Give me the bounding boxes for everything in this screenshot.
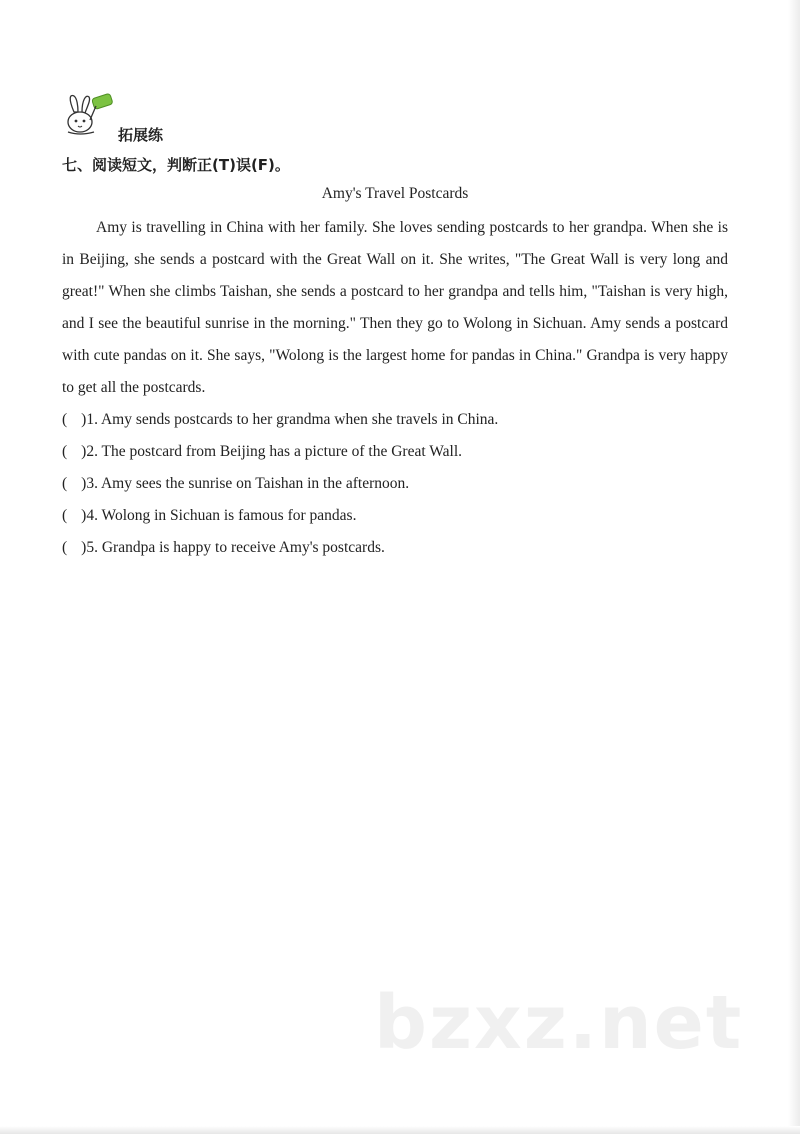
page-edge-shadow-bottom	[0, 1126, 800, 1134]
reading-passage: Amy is travelling in China with her family. She loves sending postcards to her grandpa. When she is in Beijing, she sends a postcard with the Great Wall on it. She writes, "The Great Wall is very long and great!" When she climbs Taishan, she sends a postcard to her grandpa and tells him, "Taishan is very high, and I see the beautiful sunrise in the morning." Then they go to Wolong in Sichuan. Amy sends a postcard with cute pandas on it. She says, "Wolong is the largest home for pandas in China." Grandpa is very happy to get all the postcards.	[62, 219, 728, 396]
question-item	[62, 468, 728, 500]
page-edge-shadow-right	[788, 0, 800, 1134]
rabbit-mascot-icon	[60, 92, 116, 136]
answer-blank[interactable]	[67, 404, 81, 436]
question-paren: (	[62, 443, 68, 460]
section-tag: 拓展练	[118, 126, 164, 144]
question-text: )5. Grandpa is happy to receive Amy's postcards.	[81, 539, 385, 556]
question-text: )4. Wolong in Sichuan is famous for pandas.	[81, 507, 357, 524]
question-text: )1. Amy sends postcards to her grandma when she travels in China.	[81, 411, 499, 428]
answer-blank[interactable]	[67, 468, 81, 500]
passage-title: Amy's Travel Postcards	[321, 185, 469, 202]
question-text: )2. The postcard from Beijing has a picture of the Great Wall.	[81, 443, 462, 460]
answer-blank[interactable]	[67, 532, 81, 564]
question-item	[62, 500, 728, 532]
question-item	[62, 404, 728, 436]
watermark-text: bzxz.net	[374, 980, 744, 1066]
question-paren: (	[62, 507, 68, 524]
answer-blank[interactable]	[67, 500, 81, 532]
question-item	[62, 436, 728, 468]
question-paren: (	[62, 411, 68, 428]
question-item	[62, 532, 728, 564]
exercise-heading: 七、阅读短文，判断正(T)误(F)。	[62, 156, 290, 174]
question-paren: (	[62, 475, 68, 492]
question-paren: (	[62, 539, 68, 556]
answer-blank[interactable]	[67, 436, 81, 468]
question-text: )3. Amy sees the sunrise on Taishan in the afternoon.	[81, 475, 410, 492]
question-list	[62, 404, 728, 564]
